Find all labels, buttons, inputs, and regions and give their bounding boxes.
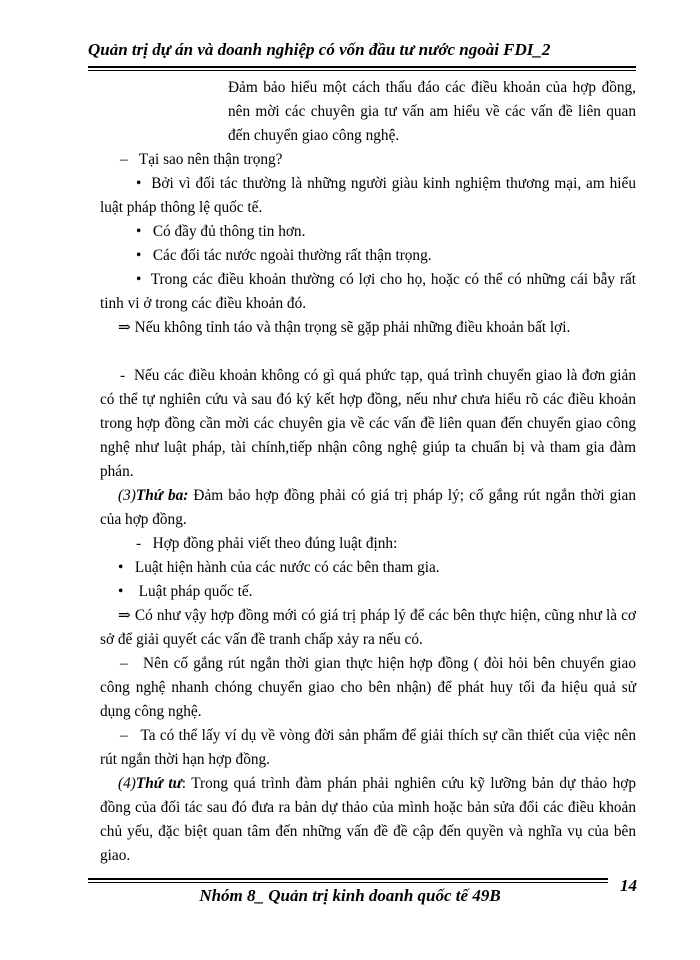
- section-text: Đảm bảo hợp đồng phải có giá trị pháp lý; cố gắng rút ngắn thời gian của hợp đồng.: [100, 487, 636, 528]
- section-paragraph: [100, 484, 636, 532]
- bullet-icon: •: [136, 175, 142, 192]
- conclusion-text: Có như vậy hợp đồng mới có giá trị pháp lý để các bên thực hiện, cũng như là cơ sở để giải quyết các vấn đề tranh chấp xảy ra nếu có.: [100, 607, 636, 648]
- bullet-icon: •: [136, 271, 142, 288]
- hyphen-symbol: -: [120, 367, 126, 384]
- bullet-item: [100, 580, 636, 604]
- section-label: Thứ tư: [135, 775, 182, 792]
- section-number: (3): [118, 487, 136, 504]
- bullet-item: [100, 244, 636, 268]
- bullet-item-text: Luật pháp quốc tế.: [138, 583, 253, 600]
- section-number: (4): [118, 775, 136, 792]
- bullet-item-text: Có đầy đủ thông tin hơn.: [152, 223, 306, 240]
- hyphen-item-text: Nếu các điều khoản không có gì quá phức tạp, quá trình chuyển giao là đơn giản có thể tự nghiên cứu và sau đó ký kết hợp đồng, nếu như chưa hiểu rõ các điều khoản trong hợp đồng cần mời các chuyên gia về các vấn đề liên quan đến chuyển giao công nghệ như luật pháp, tài chính,tiếp nhận công nghệ giúp ta chuẩn bị và tham gia đàm phán.: [100, 367, 636, 480]
- bullet-item-text: Bởi vì đối tác thường là những người giàu kinh nghiệm thương mại, am hiểu luật pháp thông lệ quốc tế.: [100, 175, 636, 216]
- bullet-item: [100, 268, 636, 316]
- bullet-icon: •: [118, 559, 124, 576]
- bullet-item: [100, 172, 636, 220]
- page-footer: Nhóm 8_ Quản trị kinh doanh quốc tế 49B: [199, 886, 501, 905]
- section-label: Thứ ba:: [135, 487, 189, 504]
- footer-rule: [88, 878, 608, 880]
- page-header: Quản trị dự án và doanh nghiệp có vốn đầu tư nước ngoài FDI_2: [88, 40, 551, 59]
- page-number: 14: [620, 876, 637, 895]
- section-text: : Trong quá trình đàm phán phải nghiên cứu kỹ lưỡng bản dự thảo hợp đồng của đối tác sau đó đưa ra bản dự thảo của mình hoặc bản sửa đổi các điều khoản chủ yếu, đặc biệt quan tâm đến những vấn đề đề cập đến quyền và nghĩa vụ của bên giao.: [100, 775, 637, 864]
- bullet-item-text: Luật hiện hành của các nước có các bên tham gia.: [134, 559, 440, 576]
- footer-rule-thin: [88, 882, 608, 883]
- hyphen-item-text: Hợp đồng phải viết theo đúng luật định:: [152, 535, 398, 552]
- dash-item-text: Ta có thể lấy ví dụ về vòng đời sản phẩm để giải thích sự cần thiết của việc nên rút ngắn thời hạn hợp đồng.: [100, 727, 636, 768]
- bullet-icon: •: [136, 247, 142, 264]
- arrow-icon: ⇒: [118, 607, 131, 624]
- conclusion-text: Nếu không tỉnh táo và thận trọng sẽ gặp phải những điều khoản bất lợi.: [134, 319, 571, 336]
- hyphen-symbol: -: [136, 535, 142, 552]
- dash-item: [100, 148, 636, 172]
- dash-symbol: –: [120, 727, 128, 744]
- bullet-item-text: Các đối tác nước ngoài thường rất thận trọng.: [152, 247, 432, 264]
- arrow-icon: ⇒: [118, 319, 131, 336]
- section-paragraph: [100, 772, 636, 868]
- dash-item: [100, 724, 636, 772]
- paragraph: Đảm bảo hiểu một cách thấu đáo các điều khoản của hợp đồng, nên mời các chuyên gia tư vấn am hiểu về các vấn đề liên quan đến chuyển giao công nghệ.: [228, 79, 636, 144]
- paragraph-gap: [100, 340, 636, 364]
- header-rule: [88, 66, 636, 68]
- bullet-item: [100, 556, 636, 580]
- dash-symbol: –: [120, 655, 128, 672]
- dash-symbol: –: [120, 151, 128, 168]
- page-body: [100, 76, 636, 868]
- conclusion-item: [100, 604, 636, 652]
- bullet-icon: •: [136, 223, 142, 240]
- conclusion-item: [100, 316, 636, 340]
- bullet-item: [100, 220, 636, 244]
- dash-item-text: Nên cố gắng rút ngắn thời gian thực hiện hợp đồng ( đòi hỏi bên chuyển giao công nghệ nhanh chóng chuyển giao cho bên nhận) để phát huy tối đa hiệu quả sử dụng công nghệ.: [100, 655, 636, 720]
- hyphen-item: [100, 532, 636, 556]
- dash-item-text: Tại sao nên thận trọng?: [138, 151, 283, 168]
- hyphen-item: [100, 364, 636, 484]
- bullet-icon: •: [118, 583, 124, 600]
- header-rule-thin: [88, 70, 636, 71]
- bullet-item-text: Trong các điều khoản thường có lợi cho họ, hoặc có thể có những cái bẫy rất tinh vi ở trong các điều khoản đó.: [100, 271, 636, 312]
- dash-item: [100, 652, 636, 724]
